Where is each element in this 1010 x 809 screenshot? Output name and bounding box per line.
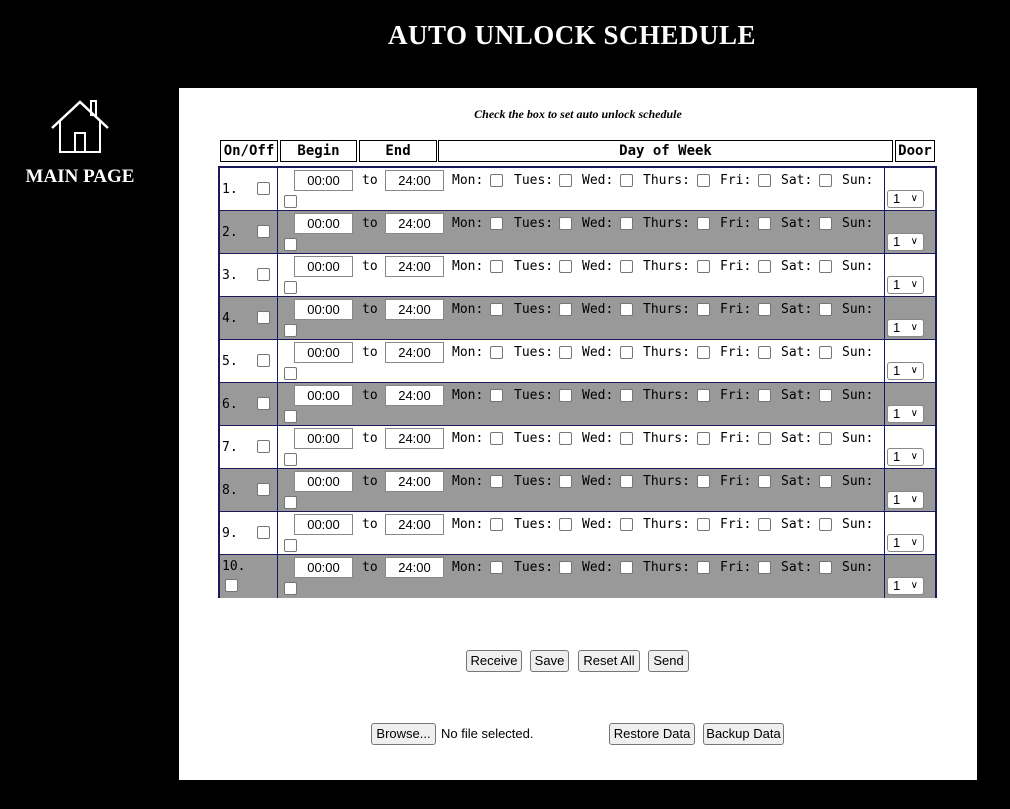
row-divider-left — [277, 555, 278, 598]
schedule-row — [220, 469, 935, 512]
day-label-fri: Fri: — [720, 474, 752, 489]
on-off-checkbox[interactable] — [257, 483, 270, 496]
day-label-sun: Sun: — [842, 517, 874, 532]
end-time-input[interactable]: 24:00 — [385, 471, 444, 492]
send-button[interactable]: Send — [648, 650, 689, 672]
door-select-value: 1 — [893, 492, 901, 507]
day-label-sun: Sun: — [842, 431, 874, 446]
chevron-down-icon: ∨ — [910, 193, 918, 204]
schedule-grid — [218, 166, 937, 598]
day-label-thurs: Thurs: — [643, 345, 690, 360]
day-label-sat: Sat: — [781, 560, 813, 575]
day-checkbox-fri[interactable] — [758, 346, 771, 359]
day-label-tues: Tues: — [514, 302, 554, 317]
row-divider-right — [884, 555, 885, 598]
day-checkbox-sun[interactable] — [284, 195, 297, 208]
day-checkbox-fri[interactable] — [758, 561, 771, 574]
row-number: 9. — [222, 526, 238, 541]
door-select-value: 1 — [893, 234, 901, 249]
row-number: 4. — [222, 311, 238, 326]
day-checkbox-fri[interactable] — [758, 475, 771, 488]
begin-time-input[interactable]: 00:00 — [294, 342, 353, 363]
day-label-mon: Mon: — [452, 302, 484, 317]
end-time-input[interactable]: 24:00 — [385, 514, 444, 535]
end-time-input[interactable]: 24:00 — [385, 170, 444, 191]
day-label-fri: Fri: — [720, 517, 752, 532]
begin-time-input[interactable]: 00:00 — [294, 428, 353, 449]
day-label-sat: Sat: — [781, 345, 813, 360]
begin-time-input[interactable]: 00:00 — [294, 256, 353, 277]
row-divider-left — [277, 469, 278, 511]
day-label-sat: Sat: — [781, 259, 813, 274]
day-checkbox-fri[interactable] — [758, 432, 771, 445]
main-page-label: MAIN PAGE — [25, 166, 135, 187]
door-select-value: 1 — [893, 277, 901, 292]
day-label-wed: Wed: — [582, 560, 614, 575]
day-checkbox-wed[interactable] — [620, 174, 633, 187]
day-checkbox-wed[interactable] — [620, 561, 633, 574]
to-label: to — [362, 345, 378, 360]
day-label-thurs: Thurs: — [643, 560, 690, 575]
schedule-row — [220, 426, 935, 469]
day-label-fri: Fri: — [720, 259, 752, 274]
day-checkbox-sun[interactable] — [284, 582, 297, 595]
to-label: to — [362, 173, 378, 188]
day-label-sat: Sat: — [781, 302, 813, 317]
begin-time-input[interactable]: 00:00 — [294, 514, 353, 535]
row-divider-right — [884, 168, 885, 210]
to-label: to — [362, 560, 378, 575]
day-checkbox-wed[interactable] — [620, 389, 633, 402]
schedule-panel — [179, 88, 977, 780]
day-label-fri: Fri: — [720, 302, 752, 317]
day-checkbox-sat[interactable] — [819, 303, 832, 316]
day-checkbox-mon[interactable] — [490, 260, 503, 273]
day-label-mon: Mon: — [452, 259, 484, 274]
backup-data-button[interactable]: Backup Data — [703, 723, 784, 745]
chevron-down-icon: ∨ — [910, 494, 918, 505]
day-label-fri: Fri: — [720, 388, 752, 403]
day-checkbox-mon[interactable] — [490, 518, 503, 531]
day-checkbox-thurs[interactable] — [697, 561, 710, 574]
day-label-sun: Sun: — [842, 302, 874, 317]
day-checkbox-thurs[interactable] — [697, 303, 710, 316]
row-divider-left — [277, 426, 278, 468]
day-checkbox-thurs[interactable] — [697, 346, 710, 359]
day-checkbox-wed[interactable] — [620, 432, 633, 445]
day-label-sun: Sun: — [842, 173, 874, 188]
day-checkbox-tues[interactable] — [559, 346, 572, 359]
day-checkbox-mon[interactable] — [490, 389, 503, 402]
begin-time-input[interactable]: 00:00 — [294, 471, 353, 492]
row-divider-left — [277, 297, 278, 339]
row-divider-left — [277, 383, 278, 425]
day-label-sat: Sat: — [781, 173, 813, 188]
day-checkbox-mon[interactable] — [490, 174, 503, 187]
restore-data-button[interactable]: Restore Data — [609, 723, 695, 745]
day-label-tues: Tues: — [514, 474, 554, 489]
day-checkbox-sun[interactable] — [284, 281, 297, 294]
row-divider-left — [277, 168, 278, 210]
day-label-mon: Mon: — [452, 216, 484, 231]
day-checkbox-thurs[interactable] — [697, 475, 710, 488]
begin-time-input[interactable]: 00:00 — [294, 299, 353, 320]
end-time-input[interactable]: 24:00 — [385, 557, 444, 578]
row-number: 2. — [222, 225, 238, 240]
chevron-down-icon: ∨ — [910, 365, 918, 376]
day-label-sat: Sat: — [781, 517, 813, 532]
on-off-checkbox[interactable] — [257, 311, 270, 324]
day-checkbox-sat[interactable] — [819, 389, 832, 402]
day-label-wed: Wed: — [582, 302, 614, 317]
door-select[interactable] — [887, 362, 924, 380]
end-time-input[interactable]: 24:00 — [385, 428, 444, 449]
row-number: 1. — [222, 182, 238, 197]
to-label: to — [362, 302, 378, 317]
day-checkbox-mon[interactable] — [490, 432, 503, 445]
header-begin: Begin — [280, 140, 357, 162]
day-checkbox-mon[interactable] — [490, 217, 503, 230]
door-select-value: 1 — [893, 535, 901, 550]
day-label-wed: Wed: — [582, 216, 614, 231]
row-divider-right — [884, 426, 885, 468]
door-select[interactable] — [887, 319, 924, 337]
row-divider-right — [884, 297, 885, 339]
on-off-checkbox[interactable] — [257, 397, 270, 410]
row-number: 5. — [222, 354, 238, 369]
day-checkbox-fri[interactable] — [758, 389, 771, 402]
day-label-mon: Mon: — [452, 474, 484, 489]
day-label-tues: Tues: — [514, 517, 554, 532]
day-label-tues: Tues: — [514, 431, 554, 446]
day-label-fri: Fri: — [720, 560, 752, 575]
to-label: to — [362, 216, 378, 231]
day-label-tues: Tues: — [514, 560, 554, 575]
day-label-fri: Fri: — [720, 345, 752, 360]
on-off-checkbox[interactable] — [257, 526, 270, 539]
day-checkbox-fri[interactable] — [758, 174, 771, 187]
day-checkbox-sun[interactable] — [284, 410, 297, 423]
header-day-of-week: Day of Week — [438, 140, 893, 162]
begin-time-input[interactable]: 00:00 — [294, 213, 353, 234]
chevron-down-icon: ∨ — [910, 279, 918, 290]
day-label-mon: Mon: — [452, 173, 484, 188]
day-label-tues: Tues: — [514, 345, 554, 360]
row-divider-right — [884, 211, 885, 253]
row-number: 8. — [222, 483, 238, 498]
day-checkbox-tues[interactable] — [559, 217, 572, 230]
day-label-sat: Sat: — [781, 431, 813, 446]
day-checkbox-tues[interactable] — [559, 260, 572, 273]
day-label-sat: Sat: — [781, 388, 813, 403]
day-checkbox-fri[interactable] — [758, 303, 771, 316]
day-checkbox-fri[interactable] — [758, 518, 771, 531]
day-label-mon: Mon: — [452, 517, 484, 532]
day-checkbox-tues[interactable] — [559, 303, 572, 316]
day-label-thurs: Thurs: — [643, 216, 690, 231]
row-divider-right — [884, 383, 885, 425]
reset-all-button[interactable]: Reset All — [578, 650, 640, 672]
day-label-sun: Sun: — [842, 345, 874, 360]
day-checkbox-wed[interactable] — [620, 346, 633, 359]
day-checkbox-sun[interactable] — [284, 496, 297, 509]
row-divider-left — [277, 254, 278, 296]
day-checkbox-sun[interactable] — [284, 238, 297, 251]
day-checkbox-wed[interactable] — [620, 475, 633, 488]
chevron-down-icon: ∨ — [910, 322, 918, 333]
day-label-thurs: Thurs: — [643, 302, 690, 317]
day-label-thurs: Thurs: — [643, 431, 690, 446]
file-status: No file selected. — [441, 726, 534, 741]
to-label: to — [362, 431, 378, 446]
row-number: 10. — [222, 559, 246, 574]
day-label-sun: Sun: — [842, 388, 874, 403]
day-label-thurs: Thurs: — [643, 388, 690, 403]
schedule-row — [220, 555, 935, 598]
to-label: to — [362, 474, 378, 489]
on-off-checkbox[interactable] — [257, 182, 270, 195]
day-label-fri: Fri: — [720, 173, 752, 188]
door-select[interactable] — [887, 534, 924, 552]
on-off-checkbox[interactable] — [257, 225, 270, 238]
day-checkbox-wed[interactable] — [620, 518, 633, 531]
chevron-down-icon: ∨ — [910, 451, 918, 462]
day-checkbox-mon[interactable] — [490, 475, 503, 488]
house-icon — [48, 96, 112, 156]
instruction-text: Check the box to set auto unlock schedule — [474, 107, 682, 121]
day-label-mon: Mon: — [452, 388, 484, 403]
day-label-thurs: Thurs: — [643, 517, 690, 532]
day-checkbox-tues[interactable] — [559, 475, 572, 488]
day-label-sat: Sat: — [781, 216, 813, 231]
begin-time-input[interactable]: 00:00 — [294, 557, 353, 578]
day-checkbox-mon[interactable] — [490, 346, 503, 359]
day-label-mon: Mon: — [452, 560, 484, 575]
day-checkbox-tues[interactable] — [559, 389, 572, 402]
day-label-sun: Sun: — [842, 259, 874, 274]
day-checkbox-sat[interactable] — [819, 518, 832, 531]
day-label-wed: Wed: — [582, 474, 614, 489]
door-select-value: 1 — [893, 449, 901, 464]
day-label-wed: Wed: — [582, 259, 614, 274]
on-off-checkbox[interactable] — [257, 440, 270, 453]
day-label-sun: Sun: — [842, 474, 874, 489]
chevron-down-icon: ∨ — [910, 408, 918, 419]
chevron-down-icon: ∨ — [910, 236, 918, 247]
door-select[interactable] — [887, 233, 924, 251]
schedule-row — [220, 254, 935, 297]
door-select-value: 1 — [893, 320, 901, 335]
day-label-wed: Wed: — [582, 517, 614, 532]
day-checkbox-thurs[interactable] — [697, 217, 710, 230]
day-checkbox-thurs[interactable] — [697, 432, 710, 445]
header-onoff: On/Off — [220, 140, 278, 162]
save-button[interactable]: Save — [530, 650, 569, 672]
row-divider-left — [277, 340, 278, 382]
day-checkbox-sun[interactable] — [284, 324, 297, 337]
day-checkbox-fri[interactable] — [758, 260, 771, 273]
day-checkbox-sat[interactable] — [819, 561, 832, 574]
door-select[interactable] — [887, 405, 924, 423]
row-divider-right — [884, 340, 885, 382]
day-checkbox-thurs[interactable] — [697, 389, 710, 402]
day-label-tues: Tues: — [514, 216, 554, 231]
to-label: to — [362, 517, 378, 532]
day-checkbox-mon[interactable] — [490, 561, 503, 574]
door-select-value: 1 — [893, 578, 901, 593]
day-checkbox-sat[interactable] — [819, 432, 832, 445]
row-divider-left — [277, 211, 278, 253]
door-select[interactable] — [887, 491, 924, 509]
on-off-checkbox[interactable] — [257, 268, 270, 281]
day-label-wed: Wed: — [582, 388, 614, 403]
day-checkbox-sat[interactable] — [819, 174, 832, 187]
on-off-checkbox[interactable] — [225, 579, 238, 592]
day-checkbox-sun[interactable] — [284, 367, 297, 380]
end-time-input[interactable]: 24:00 — [385, 256, 444, 277]
row-divider-left — [277, 512, 278, 554]
day-label-fri: Fri: — [720, 216, 752, 231]
day-label-wed: Wed: — [582, 345, 614, 360]
row-number: 3. — [222, 268, 238, 283]
door-select[interactable] — [887, 448, 924, 466]
day-checkbox-sat[interactable] — [819, 217, 832, 230]
header-door: Door — [895, 140, 935, 162]
row-number: 7. — [222, 440, 238, 455]
day-checkbox-sun[interactable] — [284, 453, 297, 466]
day-checkbox-fri[interactable] — [758, 217, 771, 230]
day-checkbox-tues[interactable] — [559, 561, 572, 574]
day-checkbox-thurs[interactable] — [697, 518, 710, 531]
schedule-row — [220, 340, 935, 383]
day-checkbox-wed[interactable] — [620, 303, 633, 316]
browse-button[interactable]: Browse... — [371, 723, 436, 745]
day-checkbox-wed[interactable] — [620, 260, 633, 273]
begin-time-input[interactable]: 00:00 — [294, 170, 353, 191]
day-label-mon: Mon: — [452, 431, 484, 446]
day-label-fri: Fri: — [720, 431, 752, 446]
row-divider-right — [884, 469, 885, 511]
day-checkbox-thurs[interactable] — [697, 260, 710, 273]
chevron-down-icon: ∨ — [910, 537, 918, 548]
day-checkbox-sun[interactable] — [284, 539, 297, 552]
day-checkbox-thurs[interactable] — [697, 174, 710, 187]
day-label-tues: Tues: — [514, 173, 554, 188]
end-time-input[interactable]: 24:00 — [385, 342, 444, 363]
day-label-wed: Wed: — [582, 173, 614, 188]
day-checkbox-tues[interactable] — [559, 174, 572, 187]
to-label: to — [362, 388, 378, 403]
day-checkbox-wed[interactable] — [620, 217, 633, 230]
door-select[interactable] — [887, 276, 924, 294]
schedule-row — [220, 297, 935, 340]
day-label-mon: Mon: — [452, 345, 484, 360]
day-label-thurs: Thurs: — [643, 474, 690, 489]
chevron-down-icon: ∨ — [910, 580, 918, 591]
day-checkbox-tues[interactable] — [559, 432, 572, 445]
day-label-wed: Wed: — [582, 431, 614, 446]
day-label-thurs: Thurs: — [643, 173, 690, 188]
door-select-value: 1 — [893, 191, 901, 206]
row-number: 6. — [222, 397, 238, 412]
day-checkbox-tues[interactable] — [559, 518, 572, 531]
end-time-input[interactable]: 24:00 — [385, 299, 444, 320]
day-checkbox-mon[interactable] — [490, 303, 503, 316]
door-select-value: 1 — [893, 406, 901, 421]
schedule-row — [220, 211, 935, 254]
day-label-sun: Sun: — [842, 216, 874, 231]
page-title: AUTO UNLOCK SCHEDULE — [387, 20, 757, 50]
begin-time-input[interactable]: 00:00 — [294, 385, 353, 406]
main-page-link[interactable] — [22, 96, 138, 188]
day-label-sun: Sun: — [842, 560, 874, 575]
day-label-sat: Sat: — [781, 474, 813, 489]
receive-button[interactable]: Receive — [466, 650, 522, 672]
end-time-input[interactable]: 24:00 — [385, 385, 444, 406]
door-select-value: 1 — [893, 363, 901, 378]
day-checkbox-sat[interactable] — [819, 346, 832, 359]
schedule-row — [220, 168, 935, 211]
to-label: to — [362, 259, 378, 274]
day-checkbox-sat[interactable] — [819, 475, 832, 488]
day-label-tues: Tues: — [514, 388, 554, 403]
row-divider-right — [884, 254, 885, 296]
on-off-checkbox[interactable] — [257, 354, 270, 367]
schedule-row — [220, 512, 935, 555]
schedule-row — [220, 383, 935, 426]
end-time-input[interactable]: 24:00 — [385, 213, 444, 234]
door-select[interactable] — [887, 577, 924, 595]
door-select[interactable] — [887, 190, 924, 208]
header-end: End — [359, 140, 437, 162]
row-divider-right — [884, 512, 885, 554]
day-checkbox-sat[interactable] — [819, 260, 832, 273]
day-label-thurs: Thurs: — [643, 259, 690, 274]
day-label-tues: Tues: — [514, 259, 554, 274]
